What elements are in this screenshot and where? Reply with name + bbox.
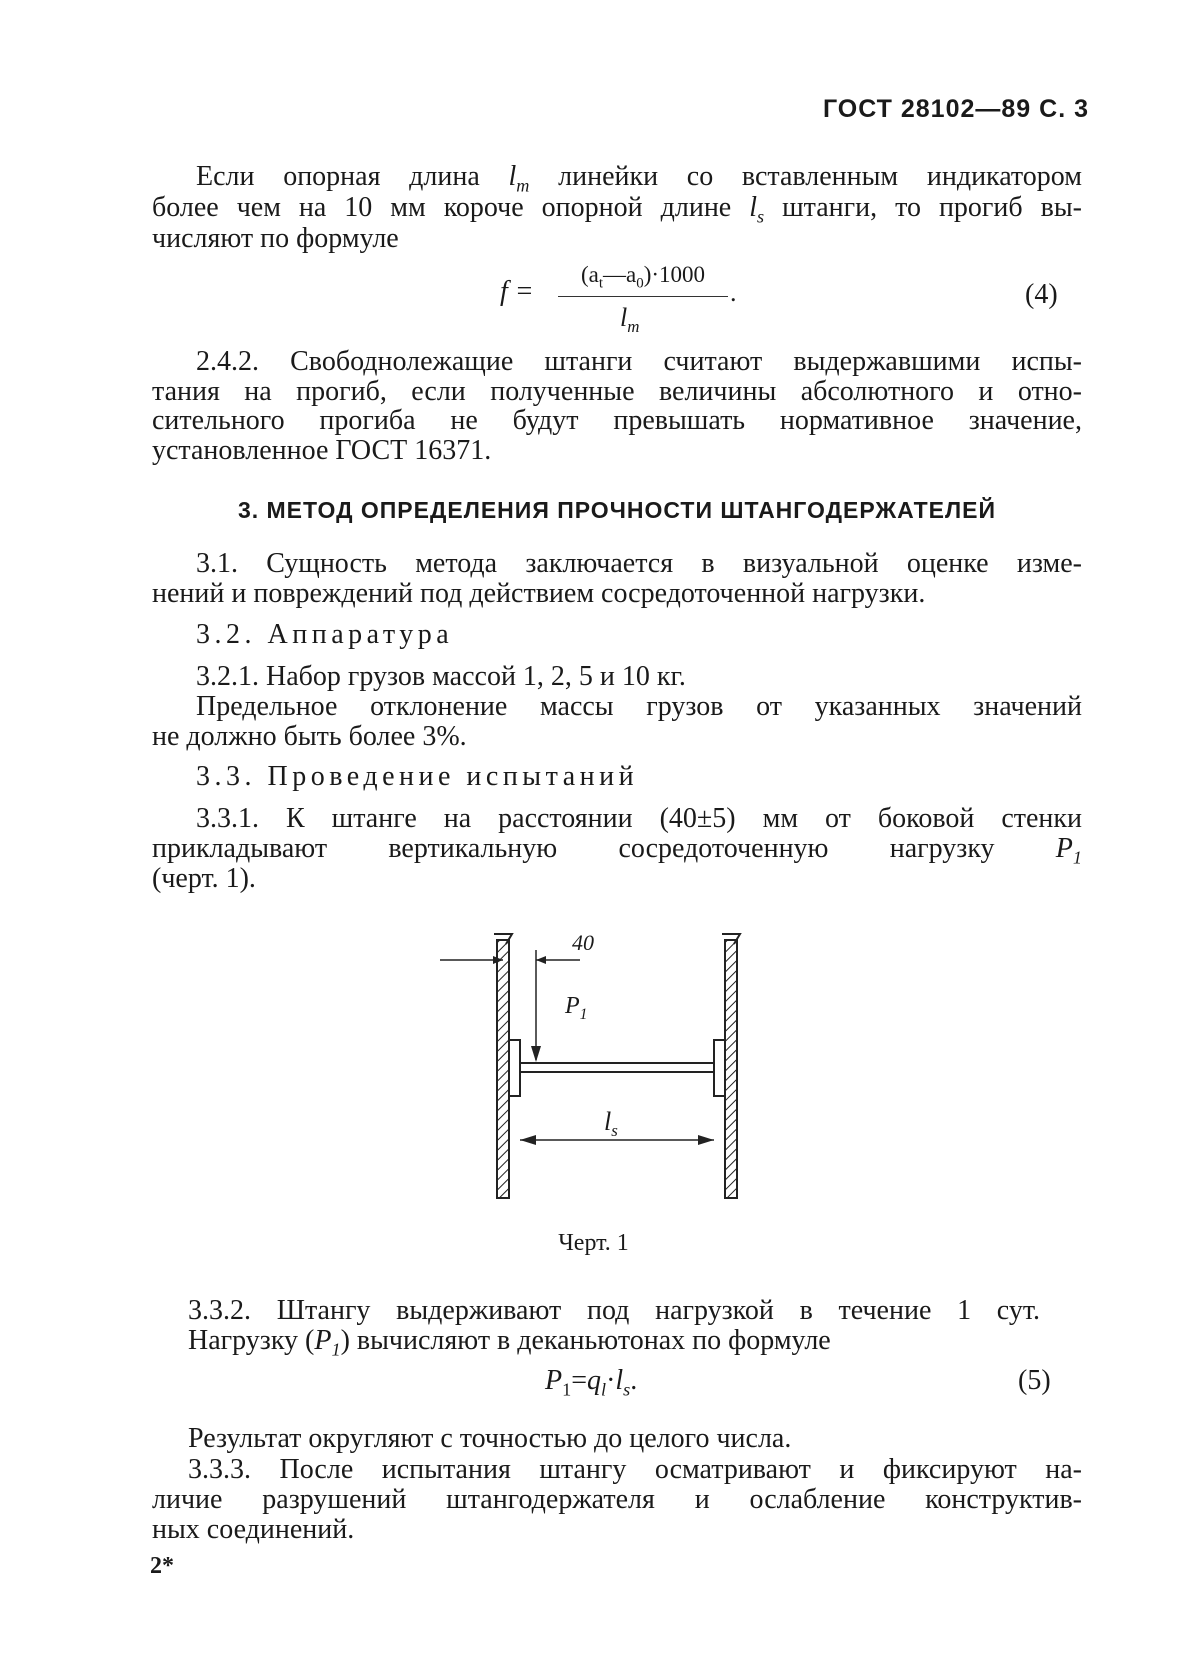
- subsection-heading: 3.2. Аппаратура: [196, 619, 454, 650]
- paragraph-line: сительного прогиба не будут превышать нормативное значение,: [152, 405, 1082, 436]
- text-run: штанги, то прогиб вы-: [764, 192, 1082, 223]
- formula-4-denominator: $l_m$: [620, 303, 640, 337]
- variable-l: $l_s$: [749, 192, 765, 227]
- paragraph-line: (черт. 1).: [152, 863, 256, 894]
- paragraph-line: 3.3.2. Штангу выдерживают под нагрузкой в течение 1 сут.: [188, 1295, 1040, 1326]
- fraction-bar: [558, 296, 728, 297]
- left-side-wall: [497, 940, 509, 1198]
- paragraph-line: установленное ГОСТ 16371.: [152, 435, 492, 466]
- paragraph-line: 3.3.3. После испытания штангу осматривают и фиксируют на-: [188, 1454, 1082, 1485]
- paragraph-line: 2.4.2. Свободнолежащие штанги считают выдержавшими испы-: [196, 346, 1082, 377]
- formula-5: $P_1=q_l\cdot l_s$.: [545, 1365, 638, 1400]
- page-number: 2*: [150, 1553, 174, 1579]
- equation-number-5: (5): [1018, 1365, 1051, 1396]
- paragraph-line: ных соединений.: [152, 1514, 355, 1545]
- formula-4-dot: .: [730, 278, 737, 307]
- text-run: ) вычисляют в деканьютонах по формуле: [340, 1325, 831, 1356]
- span-arrow-left: [520, 1135, 536, 1145]
- paragraph-line: тания на прогиб, если полученные величины абсолютного и отно-: [152, 376, 1082, 407]
- variable-p: $P_1$: [1055, 833, 1082, 868]
- span-label: $l_s$: [604, 1107, 618, 1141]
- paragraph-line: Предельное отклонение массы грузов от указанных значений: [196, 691, 1082, 722]
- dimension-arrow: [536, 956, 546, 964]
- figure-caption: Черт. 1: [558, 1230, 629, 1256]
- paragraph-line: числяют по формуле: [152, 223, 399, 254]
- figure-1-drawing: [440, 920, 770, 1210]
- text-run: прикладывают вертикальную сосредоточенную нагрузку: [152, 833, 1056, 864]
- left-rod-holder: [509, 1040, 520, 1096]
- right-side-wall: [725, 940, 737, 1198]
- right-rod-holder: [714, 1040, 725, 1096]
- paragraph-line: 3.2.1. Набор грузов массой 1, 2, 5 и 10 кг.: [196, 661, 686, 692]
- paragraph-line: Результат округляют с точностью до целого числа.: [188, 1423, 792, 1454]
- paragraph-line: не должно быть более 3%.: [152, 721, 467, 752]
- variable-p: $P_1$: [314, 1325, 341, 1360]
- text-run: Нагрузку (: [188, 1325, 315, 1356]
- span-arrow-right: [698, 1135, 714, 1145]
- variable-l: $l_m$: [508, 161, 530, 196]
- text-run: линейки со вставленным индикатором: [529, 161, 1082, 192]
- text-run: более чем на 10 мм короче опорной длине: [152, 192, 750, 223]
- page-header: ГОСТ 28102—89 С. 3: [822, 95, 1089, 123]
- load-label: $P_1$: [565, 993, 588, 1023]
- dimension-label-40: 40: [572, 930, 594, 955]
- paragraph-line: личие разрушений штангодержателя и ослабление конструктив-: [152, 1484, 1082, 1515]
- formula-4-numerator: $(a_t—a_0)\cdot 1000$: [580, 262, 706, 292]
- paragraph-line: [188, 1326, 1040, 1365]
- load-arrowhead: [531, 1046, 541, 1062]
- text-run: Если опорная длина: [196, 161, 509, 192]
- rod: [520, 1063, 714, 1072]
- formula-4-lhs: f =: [500, 276, 534, 307]
- paragraph-line: нений и повреждений под действием сосредоточенной нагрузки.: [152, 578, 926, 609]
- section-heading: 3. МЕТОД ОПРЕДЕЛЕНИЯ ПРОЧНОСТИ ШТАНГОДЕРЖАТЕЛЕЙ: [237, 497, 997, 523]
- paragraph-line: 3.1. Сущность метода заключается в визуальной оценке изме-: [196, 548, 1082, 579]
- paragraph-line: 3.3.1. К штанге на расстоянии (40±5) мм от боковой стенки: [196, 803, 1082, 834]
- equation-number-4: (4): [1025, 279, 1058, 310]
- subsection-heading: 3.3. Проведение испытаний: [196, 761, 639, 792]
